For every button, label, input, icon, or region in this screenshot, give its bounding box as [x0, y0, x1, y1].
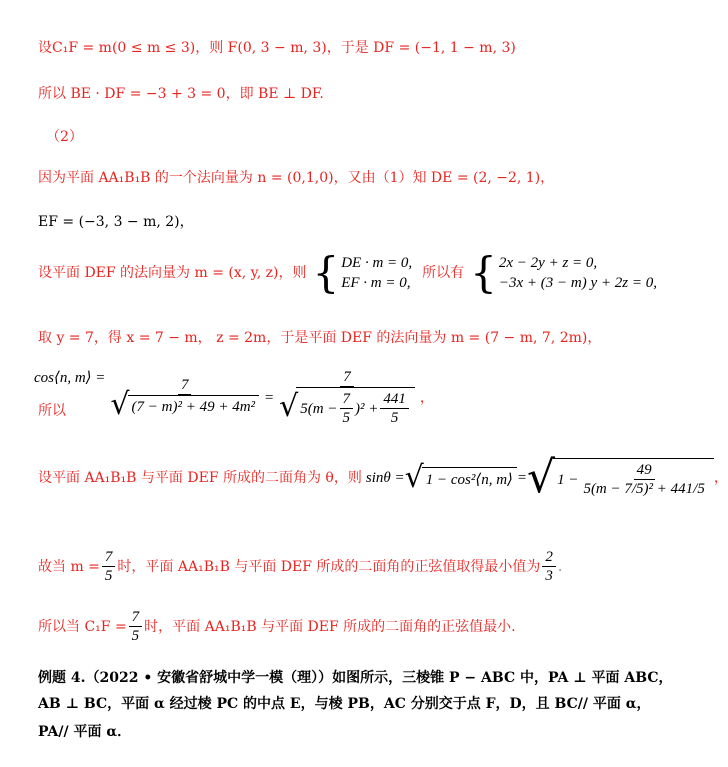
line8-text: 设平面 AA₁B₁B 与平面 DEF 所成的二面角为 θ，则 [38, 470, 362, 486]
solution-line-9: 故当 m = $\frac{7}{5}$ 时，平面 AA₁B₁B 与平面 DEF 所成的二面角的正弦值取得最小值为 $\frac{2}{3}$ . [38, 549, 563, 584]
solution-line-7: 所以 cos⟨n, m⟩ = 7 √ (7 − m)² + 49 + 4m² = 7 √ 5(m − $\frac{7}{5}$ )² + $\frac{441}{5}$ ， [34, 369, 434, 426]
system-eq-1: DE · m = 0, [341, 255, 413, 271]
solution-line-4: EF = (−3, 3 − m, 2)， [38, 214, 194, 230]
system-eq-4: −3x + (3 − m) y + 2z = 0, [498, 275, 657, 291]
sin-big-root: √ 1 − $\frac{49}{\text{5(m − 7/5)² + 441/5}}$ [527, 458, 714, 498]
solution-line-5 [38, 248, 657, 297]
system-eq-3: 2x − 2y + z = 0, [498, 255, 598, 271]
cos-fraction-2: 7 √ 5(m − $\frac{7}{5}$ )² + $\frac{441}{5}$ [276, 368, 418, 427]
cos-expression: cos⟨n, m⟩ = [34, 370, 106, 386]
cos-fraction-1: 7 √ (7 − m)² + 49 + 4m² [107, 376, 262, 420]
line5-text: 设平面 DEF 的法向量为 m = (x, y, z)，则 [38, 265, 307, 281]
solution-line-8: 设平面 AA₁B₁B 与平面 DEF 所成的二面角为 θ，则 sinθ = √ 1 − cos²⟨n, m⟩ = √ 1 − $\frac{49}{\text{5(m − 7/5)² + 441/5}}$ ， [38, 452, 728, 503]
left-brace: { [312, 248, 340, 297]
line5-mid: 所以有 [422, 265, 465, 281]
solution-line-3: 因为平面 AA₁B₁B 的一个法向量为 n = (0,1,0)，又由（1）知 DE = (2, −2, 1)， [38, 170, 555, 186]
example-line-1: 例题 4.（2022 • 安徽省舒城中学一模（理））如图所示，三棱锥 P − ABC 中，PA ⊥ 平面 ABC， [38, 670, 673, 686]
solution-line-6: 取 y = 7，得 x = 7 − m， z = 2m，于是平面 DEF 的法向量为 m = (7 − m, 7, 2m)， [38, 330, 602, 346]
vector-system [312, 248, 413, 297]
left-brace: { [470, 248, 497, 297]
example-line-3: PA// 平面 α． [38, 724, 132, 740]
equals-sign: = [264, 389, 275, 406]
part-2-heading: （2） [46, 129, 83, 145]
linear-system [470, 248, 657, 297]
line7-label: 所以 [38, 403, 66, 419]
system-eq-2: EF · m = 0, [341, 275, 411, 291]
solution-line-1: 设C₁F = m(0 ≤ m ≤ 3)，则 F(0, 3 − m, 3)，于是 DF = (−1, 1 − m, 3) [38, 40, 516, 56]
sin-radicand: 1 − cos²⟨n, m⟩ [422, 467, 517, 490]
solution-line-10: 所以当 C₁F = $\frac{7}{5}$ 时，平面 AA₁B₁B 与平面 DEF 所成的二面角的正弦值最小. [38, 609, 516, 644]
example-line-2: AB ⊥ BC，平面 α 经过棱 PC 的中点 E，与棱 PB，AC 分别交于点 F，D，且 BC// 平面 α， [38, 696, 651, 712]
solution-line-2: 所以 BE · DF = −3 + 3 = 0，即 BE ⊥ DF. [38, 86, 324, 102]
